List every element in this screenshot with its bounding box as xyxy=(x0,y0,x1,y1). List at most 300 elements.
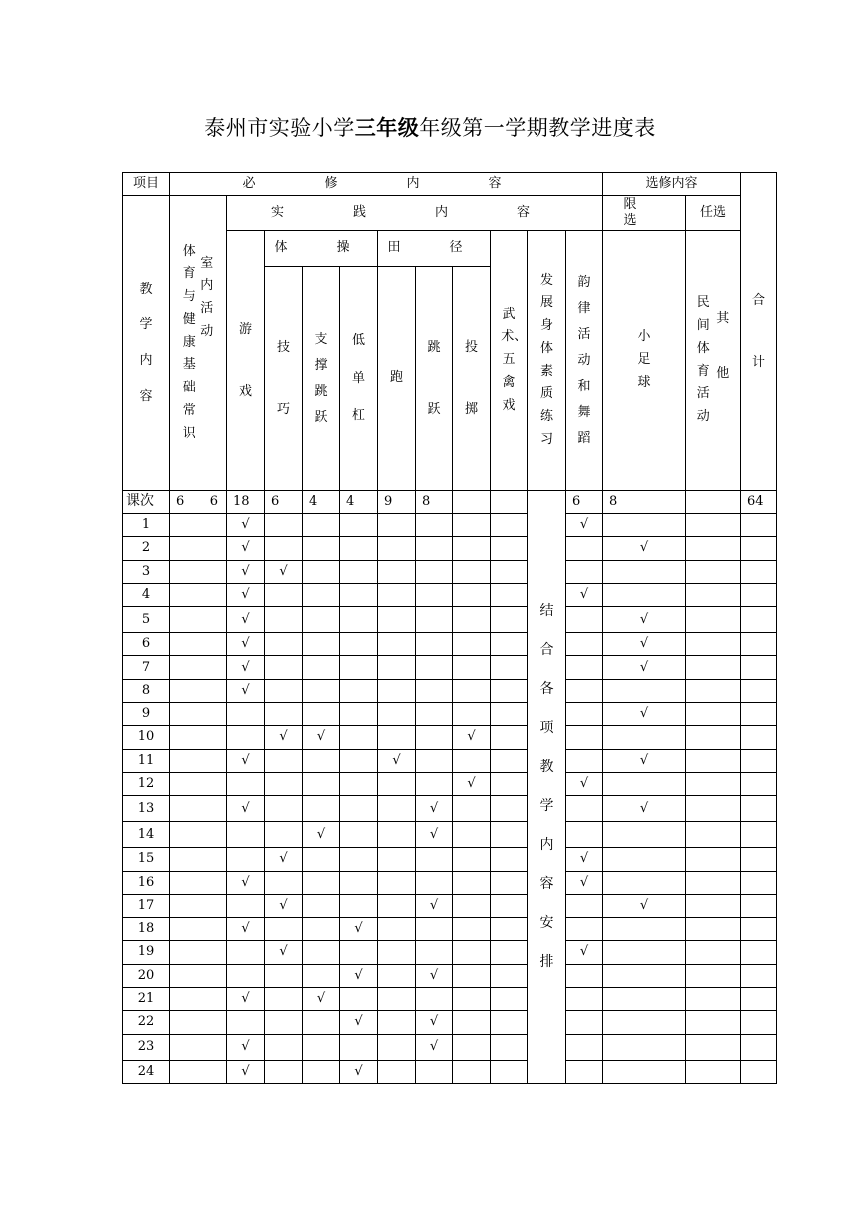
cell-run xyxy=(378,796,416,822)
cell-indoor xyxy=(170,988,227,1011)
cell-football xyxy=(603,679,686,702)
cell-throw xyxy=(453,514,491,537)
cell-bar xyxy=(340,941,378,964)
lesson-number: 18 xyxy=(123,918,170,941)
cell-bar xyxy=(340,918,378,941)
cell-skill xyxy=(265,607,303,633)
cell-optional xyxy=(686,941,741,964)
cell-run xyxy=(378,679,416,702)
cell-jump xyxy=(416,1011,453,1034)
cell-run xyxy=(378,514,416,537)
cell-wushu xyxy=(491,871,528,894)
check-mark: √ xyxy=(241,682,250,698)
check-mark: √ xyxy=(429,826,439,842)
gymnastics-header: 体 操 xyxy=(265,231,378,267)
cell-football xyxy=(603,848,686,871)
lesson-count-throw xyxy=(453,491,491,514)
cell-rhythm xyxy=(566,918,603,941)
check-mark: √ xyxy=(241,611,250,627)
cell-wushu xyxy=(491,607,528,633)
lesson-count-label: 课次 xyxy=(123,491,170,514)
cell-wushu xyxy=(491,749,528,772)
lesson-number: 12 xyxy=(123,772,170,795)
content-header: 教学内容 xyxy=(123,196,170,491)
cell-skill xyxy=(265,894,303,917)
lesson-count-game: 18 xyxy=(227,491,265,514)
cell-total xyxy=(741,1060,777,1083)
cell-skill xyxy=(265,772,303,795)
cell-total xyxy=(741,607,777,633)
cell-wushu xyxy=(491,1034,528,1060)
check-mark: √ xyxy=(579,944,589,960)
cell-total xyxy=(741,822,777,848)
check-mark: √ xyxy=(467,775,476,791)
cell-run xyxy=(378,703,416,726)
cell-rhythm xyxy=(566,988,603,1011)
cell-total xyxy=(741,988,777,1011)
cell-football xyxy=(603,656,686,679)
cell-total xyxy=(741,796,777,822)
cell-wushu xyxy=(491,583,528,606)
cell-bar xyxy=(340,1060,378,1083)
skill-header: 技巧 xyxy=(265,267,303,491)
cell-bar xyxy=(340,726,378,749)
table-row xyxy=(123,749,777,772)
wushu-header: 武术、五禽戏 xyxy=(491,231,528,491)
cell-throw xyxy=(453,848,491,871)
cell-throw xyxy=(453,894,491,917)
check-mark: √ xyxy=(639,636,649,652)
table-row xyxy=(123,633,777,656)
cell-throw xyxy=(453,822,491,848)
cell-skill xyxy=(265,918,303,941)
lesson-number: 17 xyxy=(123,894,170,917)
cell-football xyxy=(603,537,686,560)
cell-run xyxy=(378,848,416,871)
jump-header: 跳跃 xyxy=(416,267,453,491)
cell-jump xyxy=(416,964,453,987)
check-mark: √ xyxy=(241,636,250,652)
cell-optional xyxy=(686,656,741,679)
cell-wushu xyxy=(491,514,528,537)
table-row xyxy=(123,1060,777,1083)
cell-wushu xyxy=(491,560,528,583)
cell-bar xyxy=(340,633,378,656)
cell-bar xyxy=(340,560,378,583)
table-row xyxy=(123,583,777,606)
cell-total xyxy=(741,749,777,772)
cell-jump xyxy=(416,796,453,822)
bar-header: 低单杠 xyxy=(340,267,378,491)
table-row xyxy=(123,941,777,964)
cell-bar xyxy=(340,583,378,606)
lesson-number: 2 xyxy=(123,537,170,560)
cell-skill xyxy=(265,848,303,871)
cell-rhythm xyxy=(566,1011,603,1034)
elective-header: 选修内容 xyxy=(603,173,741,196)
cell-jump xyxy=(416,537,453,560)
check-mark: √ xyxy=(241,1039,250,1055)
cell-skill xyxy=(265,514,303,537)
cell-throw xyxy=(453,964,491,987)
cell-game xyxy=(227,607,265,633)
cell-bar xyxy=(340,749,378,772)
cell-rhythm xyxy=(566,772,603,795)
schedule-table xyxy=(122,172,777,1084)
cell-indoor xyxy=(170,656,227,679)
cell-bar xyxy=(340,871,378,894)
cell-bar xyxy=(340,772,378,795)
table-row xyxy=(123,560,777,583)
cell-rhythm xyxy=(566,537,603,560)
check-mark: √ xyxy=(579,586,589,602)
cell-vault xyxy=(303,537,340,560)
cell-run xyxy=(378,964,416,987)
check-mark: √ xyxy=(392,752,401,768)
check-mark: √ xyxy=(241,517,250,533)
lesson-count-rhythm: 6 xyxy=(566,491,603,514)
cell-total xyxy=(741,679,777,702)
check-mark: √ xyxy=(354,1014,363,1030)
cell-run xyxy=(378,583,416,606)
cell-vault xyxy=(303,1011,340,1034)
lesson-count-run: 9 xyxy=(378,491,416,514)
lesson-count-total: 64 xyxy=(741,491,777,514)
title-suffix: 年级第一学期教学进度表 xyxy=(419,116,656,140)
check-mark: √ xyxy=(467,729,476,745)
cell-indoor xyxy=(170,560,227,583)
check-mark: √ xyxy=(241,1063,250,1079)
cell-indoor xyxy=(170,918,227,941)
cell-total xyxy=(741,703,777,726)
cell-indoor xyxy=(170,964,227,987)
cell-football xyxy=(603,607,686,633)
cell-vault xyxy=(303,560,340,583)
check-mark: √ xyxy=(241,874,250,890)
check-mark: √ xyxy=(579,517,589,533)
lesson-number: 15 xyxy=(123,848,170,871)
cell-throw xyxy=(453,633,491,656)
check-mark: √ xyxy=(639,540,649,556)
table-row xyxy=(123,964,777,987)
cell-vault xyxy=(303,726,340,749)
cell-throw xyxy=(453,1011,491,1034)
cell-jump xyxy=(416,772,453,795)
cell-jump xyxy=(416,1034,453,1060)
cell-optional xyxy=(686,749,741,772)
cell-rhythm xyxy=(566,1060,603,1083)
cell-jump xyxy=(416,583,453,606)
check-mark: √ xyxy=(241,991,250,1007)
fitness-header: 发展身体素质练习 xyxy=(528,231,566,491)
cell-football xyxy=(603,941,686,964)
cell-wushu xyxy=(491,1060,528,1083)
cell-throw xyxy=(453,796,491,822)
cell-rhythm xyxy=(566,749,603,772)
cell-football xyxy=(603,749,686,772)
table-row xyxy=(123,988,777,1011)
cell-rhythm xyxy=(566,726,603,749)
cell-total xyxy=(741,772,777,795)
cell-vault xyxy=(303,679,340,702)
cell-bar xyxy=(340,537,378,560)
cell-total xyxy=(741,656,777,679)
check-mark: √ xyxy=(579,775,589,791)
lesson-number: 7 xyxy=(123,656,170,679)
cell-run xyxy=(378,1060,416,1083)
header-row-2 xyxy=(123,196,777,231)
check-mark: √ xyxy=(279,944,288,960)
table-row xyxy=(123,726,777,749)
cell-skill xyxy=(265,560,303,583)
cell-wushu xyxy=(491,537,528,560)
cell-rhythm xyxy=(566,633,603,656)
cell-game xyxy=(227,560,265,583)
lesson-number: 13 xyxy=(123,796,170,822)
cell-wushu xyxy=(491,918,528,941)
check-mark: √ xyxy=(429,800,439,816)
check-mark: √ xyxy=(241,586,250,602)
cell-jump xyxy=(416,822,453,848)
cell-rhythm xyxy=(566,871,603,894)
cell-football xyxy=(603,726,686,749)
check-mark: √ xyxy=(241,921,250,937)
cell-game xyxy=(227,1011,265,1034)
cell-rhythm xyxy=(566,848,603,871)
cell-bar xyxy=(340,679,378,702)
cell-indoor xyxy=(170,822,227,848)
cell-total xyxy=(741,1011,777,1034)
cell-indoor xyxy=(170,871,227,894)
lesson-number: 8 xyxy=(123,679,170,702)
cell-indoor xyxy=(170,703,227,726)
lesson-count-row xyxy=(123,491,777,514)
cell-bar xyxy=(340,607,378,633)
cell-jump xyxy=(416,560,453,583)
cell-run xyxy=(378,607,416,633)
cell-optional xyxy=(686,583,741,606)
cell-jump xyxy=(416,988,453,1011)
cell-throw xyxy=(453,583,491,606)
cell-jump xyxy=(416,1060,453,1083)
table-row xyxy=(123,656,777,679)
game-header: 游戏 xyxy=(227,231,265,491)
indoor-header: 体育与健康基础常识 室内活动 xyxy=(170,196,227,491)
cell-throw xyxy=(453,1034,491,1060)
cell-vault xyxy=(303,583,340,606)
cell-total xyxy=(741,583,777,606)
table-row xyxy=(123,537,777,560)
cell-optional xyxy=(686,871,741,894)
required-header: 必 修 内 容 xyxy=(170,173,603,196)
cell-throw xyxy=(453,703,491,726)
cell-skill xyxy=(265,871,303,894)
check-mark: √ xyxy=(639,706,649,722)
cell-throw xyxy=(453,679,491,702)
cell-football xyxy=(603,988,686,1011)
cell-wushu xyxy=(491,964,528,987)
cell-skill xyxy=(265,822,303,848)
cell-vault xyxy=(303,964,340,987)
cell-optional xyxy=(686,894,741,917)
cell-bar xyxy=(340,1034,378,1060)
check-mark: √ xyxy=(639,611,649,627)
cell-jump xyxy=(416,918,453,941)
table-row xyxy=(123,894,777,917)
lesson-number: 14 xyxy=(123,822,170,848)
cell-optional xyxy=(686,560,741,583)
cell-bar xyxy=(340,988,378,1011)
cell-wushu xyxy=(491,796,528,822)
cell-wushu xyxy=(491,679,528,702)
cell-total xyxy=(741,514,777,537)
cell-throw xyxy=(453,918,491,941)
cell-wushu xyxy=(491,941,528,964)
cell-jump xyxy=(416,607,453,633)
cell-football xyxy=(603,1034,686,1060)
check-mark: √ xyxy=(579,851,589,867)
lesson-count-football: 8 xyxy=(603,491,686,514)
cell-bar xyxy=(340,848,378,871)
cell-football xyxy=(603,894,686,917)
cell-optional xyxy=(686,918,741,941)
cell-indoor xyxy=(170,607,227,633)
cell-vault xyxy=(303,607,340,633)
cell-total xyxy=(741,726,777,749)
cell-optional xyxy=(686,1034,741,1060)
cell-throw xyxy=(453,726,491,749)
check-mark: √ xyxy=(354,921,363,937)
cell-game xyxy=(227,964,265,987)
cell-optional xyxy=(686,514,741,537)
cell-throw xyxy=(453,871,491,894)
cell-vault xyxy=(303,633,340,656)
lesson-count-skill: 6 xyxy=(265,491,303,514)
cell-football xyxy=(603,772,686,795)
cell-optional xyxy=(686,822,741,848)
cell-wushu xyxy=(491,633,528,656)
table-row xyxy=(123,703,777,726)
cell-football xyxy=(603,1011,686,1034)
cell-skill xyxy=(265,796,303,822)
cell-skill xyxy=(265,633,303,656)
check-mark: √ xyxy=(316,991,326,1007)
cell-optional xyxy=(686,633,741,656)
table-row xyxy=(123,514,777,537)
cell-vault xyxy=(303,1060,340,1083)
project-label: 项目 xyxy=(123,173,170,196)
cell-game xyxy=(227,918,265,941)
lesson-number: 24 xyxy=(123,1060,170,1083)
cell-run xyxy=(378,560,416,583)
cell-total xyxy=(741,633,777,656)
check-mark: √ xyxy=(579,874,589,890)
cell-football xyxy=(603,918,686,941)
cell-game xyxy=(227,703,265,726)
cell-skill xyxy=(265,679,303,702)
cell-football xyxy=(603,703,686,726)
check-mark: √ xyxy=(316,826,326,842)
cell-bar xyxy=(340,1011,378,1034)
cell-skill xyxy=(265,988,303,1011)
lesson-number: 21 xyxy=(123,988,170,1011)
cell-rhythm xyxy=(566,894,603,917)
cell-skill xyxy=(265,726,303,749)
cell-football xyxy=(603,560,686,583)
cell-throw xyxy=(453,988,491,1011)
cell-rhythm xyxy=(566,560,603,583)
cell-bar xyxy=(340,964,378,987)
cell-optional xyxy=(686,1060,741,1083)
cell-run xyxy=(378,1034,416,1060)
cell-skill xyxy=(265,703,303,726)
cell-rhythm xyxy=(566,1034,603,1060)
lesson-count-vault: 4 xyxy=(303,491,340,514)
cell-rhythm xyxy=(566,796,603,822)
check-mark: √ xyxy=(429,1039,439,1055)
cell-indoor xyxy=(170,894,227,917)
cell-run xyxy=(378,633,416,656)
optional-header: 任选 xyxy=(686,196,741,231)
cell-game xyxy=(227,537,265,560)
cell-game xyxy=(227,749,265,772)
check-mark: √ xyxy=(279,729,288,745)
cell-optional xyxy=(686,796,741,822)
page-title xyxy=(0,112,860,142)
track-header: 田 径 xyxy=(378,231,491,267)
check-mark: √ xyxy=(639,897,649,913)
cell-game xyxy=(227,514,265,537)
cell-game xyxy=(227,822,265,848)
cell-optional xyxy=(686,848,741,871)
cell-total xyxy=(741,560,777,583)
cell-bar xyxy=(340,514,378,537)
cell-wushu xyxy=(491,988,528,1011)
check-mark: √ xyxy=(241,540,250,556)
cell-rhythm xyxy=(566,514,603,537)
check-mark: √ xyxy=(241,563,250,579)
cell-wushu xyxy=(491,703,528,726)
cell-total xyxy=(741,848,777,871)
cell-game xyxy=(227,1034,265,1060)
table-row xyxy=(123,848,777,871)
cell-football xyxy=(603,514,686,537)
cell-indoor xyxy=(170,537,227,560)
cell-wushu xyxy=(491,822,528,848)
cell-jump xyxy=(416,848,453,871)
cell-throw xyxy=(453,607,491,633)
cell-run xyxy=(378,941,416,964)
cell-skill xyxy=(265,941,303,964)
cell-indoor xyxy=(170,941,227,964)
check-mark: √ xyxy=(354,967,363,983)
check-mark: √ xyxy=(354,1063,363,1079)
check-mark: √ xyxy=(316,729,326,745)
cell-optional xyxy=(686,964,741,987)
integrated-note: 结合各项教学内容安排 xyxy=(528,491,566,1084)
cell-run xyxy=(378,656,416,679)
lesson-number: 5 xyxy=(123,607,170,633)
cell-game xyxy=(227,796,265,822)
vault-header: 支撑跳跃 xyxy=(303,267,340,491)
football-header: 小足球 xyxy=(603,231,686,491)
table-row xyxy=(123,1011,777,1034)
check-mark: √ xyxy=(241,800,250,816)
cell-optional xyxy=(686,772,741,795)
cell-wushu xyxy=(491,848,528,871)
folk-header: 民间体育活动 其他 xyxy=(686,231,741,491)
cell-optional xyxy=(686,679,741,702)
